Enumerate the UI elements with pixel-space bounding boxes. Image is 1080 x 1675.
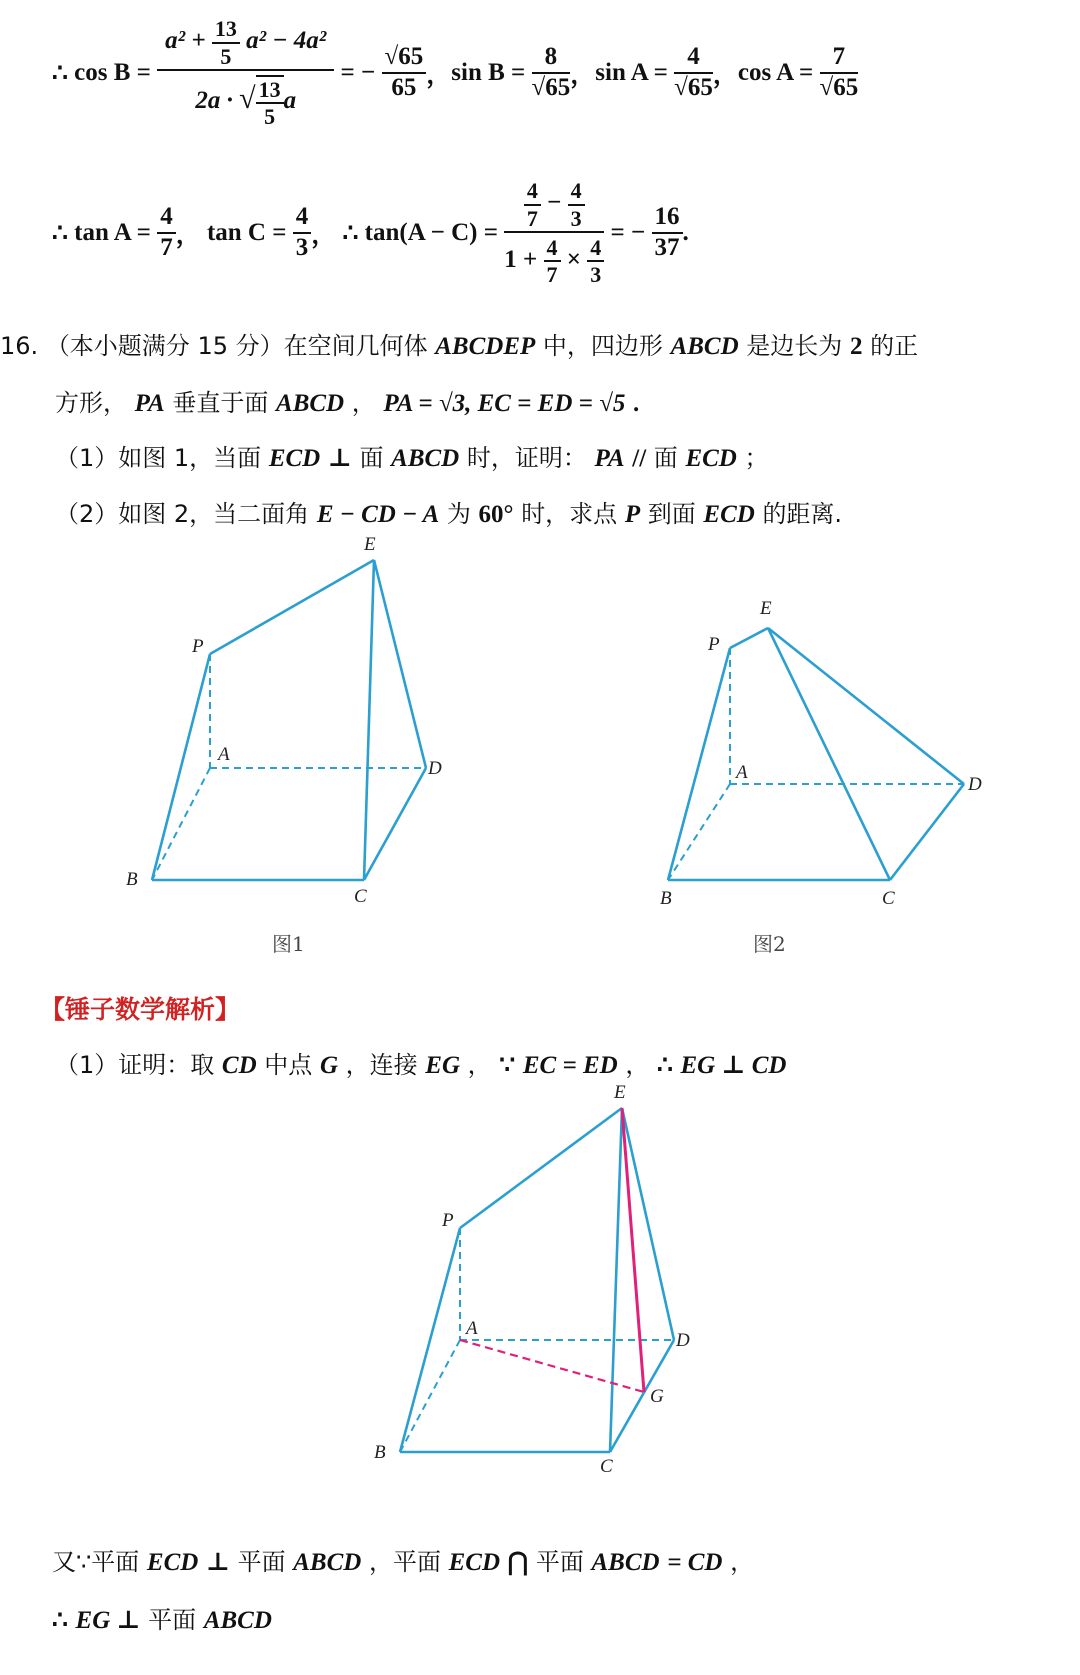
- problem-text: 方形，: [55, 389, 127, 417]
- label-E: E: [614, 1082, 626, 1103]
- dihedral-angle: E − CD − A: [316, 501, 440, 528]
- analysis-text: ，: [730, 1548, 755, 1576]
- problem-text: ；: [744, 444, 769, 472]
- den-a: a: [283, 87, 297, 115]
- segment-cd: CD: [221, 1052, 257, 1079]
- label-G: G: [650, 1386, 664, 1407]
- solid-name: ABCDEP: [435, 333, 536, 360]
- hidden-edge-AB: [668, 784, 730, 880]
- edge-EC: [768, 628, 890, 880]
- problem-text: 时，证明：: [466, 444, 587, 472]
- cosA-den: √65: [819, 74, 859, 101]
- edge-PE: [730, 628, 768, 648]
- conditions: PA = √3, EC = ED = √5: [383, 390, 626, 417]
- equation: = CD: [667, 1549, 723, 1576]
- perp-statement: EG ⊥ CD: [680, 1052, 787, 1079]
- plane-ecd: ECD: [268, 445, 321, 472]
- problem-text: 是边长为: [746, 332, 843, 360]
- intersection-symbol: ⋂: [507, 1549, 529, 1576]
- figure-2: [620, 590, 980, 920]
- because-symbol: ∵: [499, 1052, 516, 1079]
- problem-text: 面: [653, 444, 678, 472]
- frac-13-num: 13: [212, 16, 240, 43]
- edge-PE: [210, 560, 374, 654]
- label-E: E: [364, 534, 376, 555]
- eq-neg-1: = −: [340, 59, 376, 86]
- num-tail: a² − 4a²: [246, 27, 327, 55]
- problem-text: 中，四边形: [542, 332, 663, 360]
- analysis-text: ，: [625, 1051, 650, 1079]
- analysis-text: 中点: [264, 1051, 313, 1079]
- eq-neg-2: = −: [610, 219, 646, 246]
- label-P: P: [192, 636, 204, 657]
- point-p: P: [624, 501, 641, 528]
- part1-label: （1）如图 1，当面: [55, 444, 262, 472]
- analysis-text: ，: [467, 1051, 492, 1079]
- top-a-den: 7: [526, 205, 538, 231]
- edge-EC: [610, 1108, 622, 1452]
- analysis-text: 又∵平面: [52, 1548, 140, 1576]
- bot-b-num: 4: [587, 235, 604, 262]
- problem-text: 到面: [647, 500, 696, 528]
- edge-ED: [374, 560, 426, 768]
- top-b-den: 3: [570, 205, 582, 231]
- problem-line-1: [0, 326, 918, 361]
- comma: ，: [712, 62, 738, 89]
- cosB-lhs: cos B =: [74, 59, 151, 86]
- sinB-num: 8: [532, 43, 571, 74]
- comma: ，: [311, 222, 337, 249]
- plane-abcd: ABCD: [276, 390, 345, 417]
- edge-BP: [152, 654, 210, 880]
- den-5: 5: [264, 104, 276, 130]
- label-B: B: [374, 1442, 386, 1463]
- analysis-text: 平面: [535, 1548, 584, 1576]
- label-C: C: [882, 888, 895, 909]
- part2-label: （2）如图 2，当二面角: [55, 500, 310, 528]
- analysis-text: ，连接: [345, 1051, 418, 1079]
- segment-EG: [622, 1108, 644, 1392]
- problem-number: 16.: [0, 332, 39, 360]
- bot-a-num: 4: [544, 235, 561, 262]
- tanC-lhs: tan C =: [206, 219, 287, 246]
- plane-abcd: ABCD: [591, 1549, 660, 1576]
- top-a-num: 4: [524, 178, 541, 205]
- segment-pa: PA: [594, 445, 625, 472]
- equation: EC = ED: [522, 1052, 618, 1079]
- sinA-den: √65: [674, 74, 713, 101]
- comma: ，: [426, 62, 452, 89]
- sinB-den: √65: [531, 74, 571, 101]
- frac-13-den: 5: [220, 43, 232, 69]
- analysis-step-1: [55, 1045, 786, 1080]
- tanC-num: 4: [293, 203, 312, 234]
- plane-ecd: ECD: [146, 1549, 199, 1576]
- hidden-edge-AB: [152, 768, 210, 880]
- formula-line-1: [52, 8, 858, 138]
- figure-1-caption: 图1: [272, 932, 305, 956]
- times: ×: [566, 246, 582, 274]
- sinA-lhs: sin A =: [595, 59, 668, 86]
- edge-BP: [400, 1228, 460, 1452]
- figure-1: [110, 530, 470, 910]
- den-13: 13: [256, 77, 284, 104]
- result-den: 37: [654, 234, 680, 261]
- therefore-symbol: ∴: [52, 1607, 68, 1634]
- edge-CD: [890, 784, 964, 880]
- edge-BP: [668, 648, 730, 880]
- comma: ，: [570, 62, 596, 89]
- analysis-text: 平面: [148, 1606, 197, 1634]
- label-C: C: [600, 1456, 613, 1477]
- num-a2: a² +: [165, 27, 206, 55]
- problem-text: 为: [446, 500, 471, 528]
- bot-b-den: 3: [590, 262, 602, 288]
- analysis-step-2: [52, 1542, 754, 1577]
- sqrt65-num: √65: [382, 43, 427, 74]
- plane-ecd: ECD: [703, 501, 755, 528]
- n65-den: 65: [391, 74, 417, 101]
- therefore-symbol: ∴: [52, 220, 68, 247]
- label-D: D: [676, 1330, 690, 1351]
- part-2: [55, 494, 842, 529]
- plane-abcd: ABCD: [391, 445, 460, 472]
- problem-text: 垂直于面: [172, 389, 269, 417]
- sinB-lhs: sin B =: [451, 59, 526, 86]
- plane-ecd: ECD: [448, 1549, 501, 1576]
- tanA-lhs: tan A =: [74, 219, 151, 246]
- edge-ED: [768, 628, 964, 784]
- parallel-symbol: //: [632, 445, 647, 472]
- analysis-heading: 【锤子数学解析】: [40, 995, 241, 1024]
- label-A: A: [218, 744, 230, 765]
- figure-2-caption: 图2: [753, 932, 786, 956]
- side-length: 2: [849, 333, 863, 360]
- perp-symbol: ⊥: [205, 1549, 230, 1576]
- minus: −: [547, 189, 562, 217]
- label-B: B: [126, 869, 138, 890]
- cosA-lhs: cos A =: [737, 59, 814, 86]
- point-g: G: [319, 1052, 338, 1079]
- cosB-fraction: a² + $\frac{13}{5}$ a² − 4a² 2a · √ $\frac{13}{5}$ a: [157, 16, 334, 129]
- label-B: B: [660, 888, 672, 909]
- label-C: C: [354, 886, 367, 907]
- therefore-symbol: ∴: [342, 220, 359, 247]
- label-D: D: [968, 774, 982, 795]
- tanA-den: 7: [160, 234, 173, 261]
- problem-text: 的距离.: [762, 500, 843, 528]
- plane-abcd: ABCD: [293, 1549, 362, 1576]
- top-b-num: 4: [568, 178, 585, 205]
- segment-eg: EG: [425, 1052, 461, 1079]
- tanC-den: 3: [295, 234, 309, 261]
- analysis-step-3: [52, 1600, 272, 1635]
- tanA-num: 4: [157, 203, 176, 234]
- perp-statement: EG ⊥: [75, 1607, 141, 1634]
- label-P: P: [708, 634, 720, 655]
- tanAC-lhs: tan(A − C) =: [364, 219, 499, 246]
- period: .: [633, 390, 640, 417]
- hidden-edge-AB: [400, 1340, 460, 1452]
- figure-3: [360, 1080, 740, 1477]
- cosA-num: 7: [820, 43, 859, 74]
- problem-text: 的正: [870, 332, 919, 360]
- bot-a-den: 7: [546, 262, 558, 288]
- perp-symbol: ⊥: [327, 445, 352, 472]
- problem-text: 时，求点: [521, 500, 618, 528]
- plane-abcd: ABCD: [203, 1607, 272, 1634]
- analysis-text: 平面: [237, 1548, 286, 1576]
- problem-text: ，: [351, 389, 376, 417]
- analysis-text: ，平面: [368, 1548, 441, 1576]
- comma: ，: [175, 222, 201, 249]
- label-P: P: [442, 1210, 454, 1231]
- label-E: E: [760, 598, 772, 619]
- therefore-symbol: ∴: [52, 60, 68, 87]
- segment-AG: [460, 1340, 644, 1392]
- therefore-symbol: ∴: [656, 1052, 673, 1079]
- den-2a: 2a ·: [195, 87, 233, 115]
- period: .: [682, 219, 689, 246]
- square-name: ABCD: [670, 333, 739, 360]
- analysis-text: （1）证明：取: [55, 1051, 215, 1079]
- formula-line-2: [52, 168, 689, 298]
- sinA-num: 4: [674, 43, 713, 74]
- angle-value: 60°: [478, 501, 514, 528]
- label-D: D: [428, 758, 442, 779]
- segment-pa: PA: [134, 390, 165, 417]
- one-plus: 1 +: [504, 246, 538, 274]
- plane-ecd: ECD: [685, 445, 737, 472]
- edge-PE: [460, 1108, 622, 1228]
- edge-CD: [364, 768, 426, 880]
- label-A: A: [466, 1318, 478, 1339]
- tanAC-fraction: [504, 178, 604, 287]
- part-1: [55, 438, 768, 473]
- result-num: 16: [652, 203, 683, 234]
- problem-line-2: [55, 383, 639, 418]
- label-A: A: [736, 762, 748, 783]
- problem-intro: （本小题满分 15 分）在空间几何体: [45, 332, 428, 360]
- edge-EC: [364, 560, 374, 880]
- problem-text: 面: [359, 444, 384, 472]
